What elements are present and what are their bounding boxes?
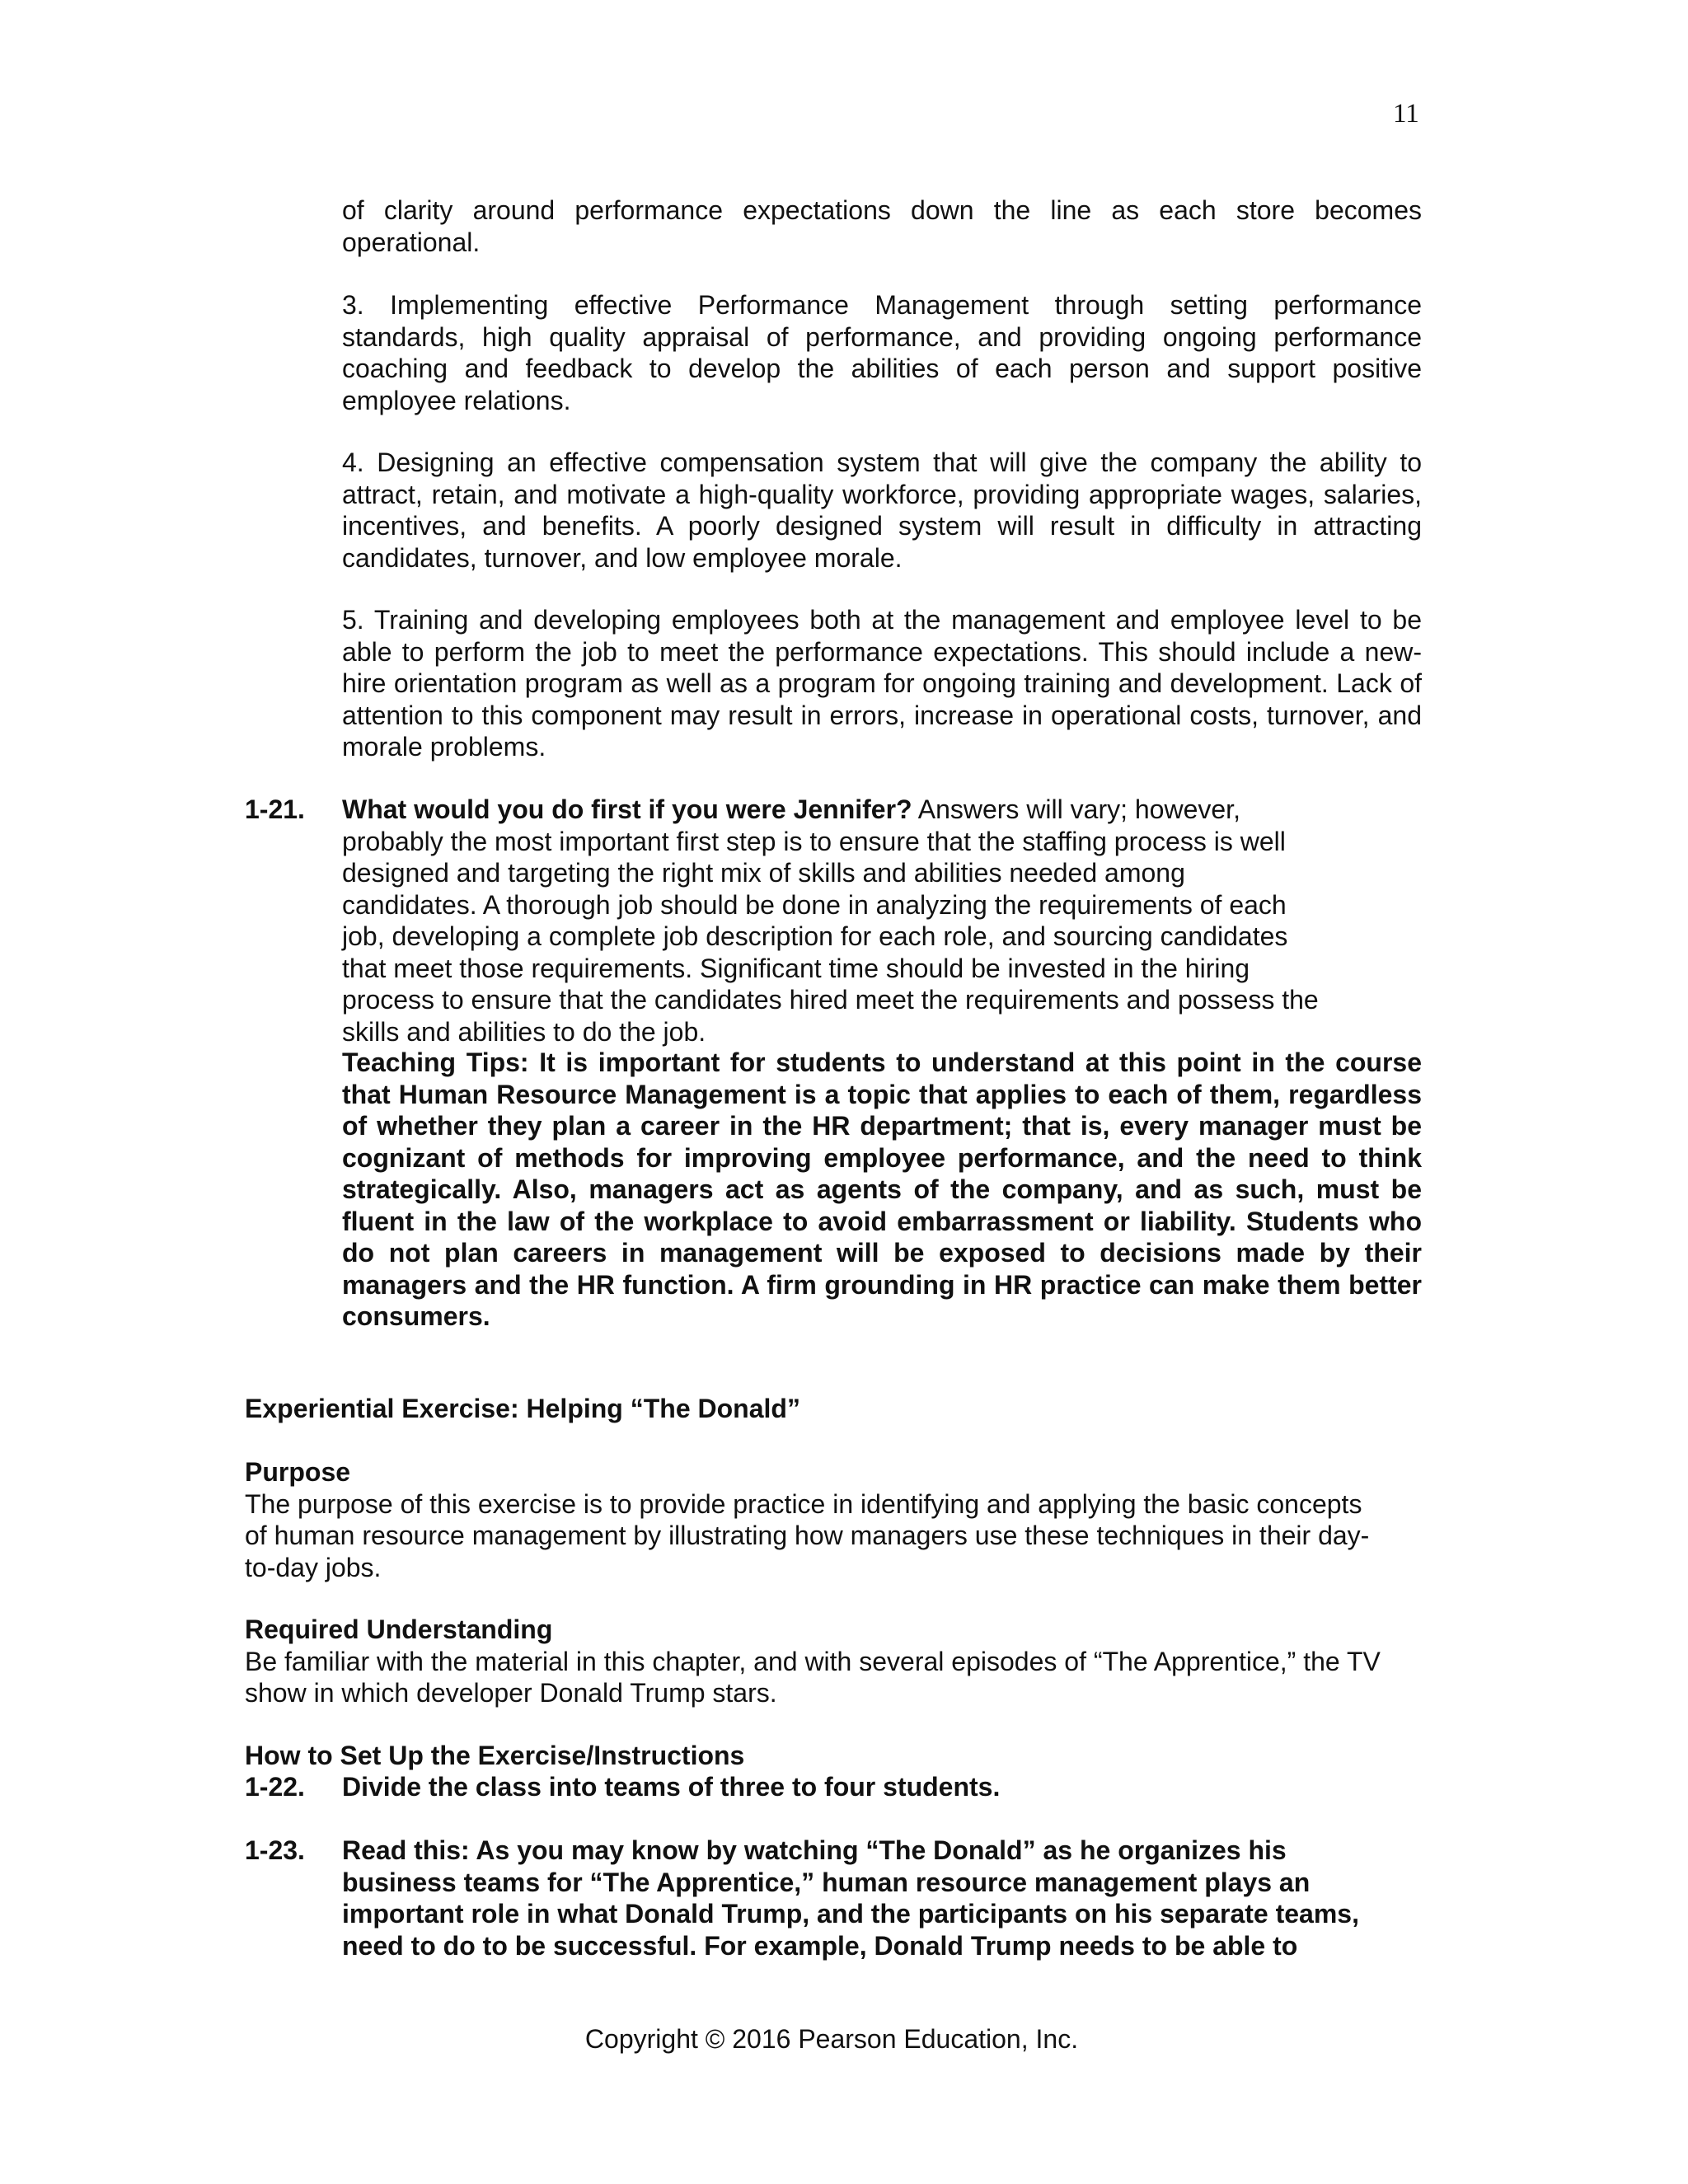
question-line-1: Read this: As you may know by watching “The Donald” as he organizes his bbox=[342, 1835, 1287, 1865]
item-5 bbox=[342, 604, 1422, 763]
purpose-section bbox=[245, 1456, 1422, 1583]
question-body bbox=[342, 794, 1319, 1047]
question-number: 1-21. bbox=[245, 794, 305, 824]
question-line-2: business teams for “The Apprentice,” human resource management plays an bbox=[342, 1867, 1311, 1897]
copyright-footer: Copyright © 2016 Pearson Education, Inc. bbox=[584, 2024, 1079, 2054]
question-body bbox=[342, 1835, 1422, 1961]
question-1-21 bbox=[245, 794, 1422, 1047]
exercise-title-block bbox=[245, 1393, 1422, 1425]
required-section bbox=[245, 1614, 1422, 1709]
paragraph-item-3: 3. Implementing effective Performance Management through setting performance standards, high quality appraisal of performance, and providing ongoing performance coaching and feedback to develop the abilities of each person and support positive employee relations. bbox=[342, 290, 1422, 415]
question-number: 1-23. bbox=[245, 1835, 305, 1865]
continued-paragraph bbox=[342, 194, 1422, 258]
required-heading: Required Understanding bbox=[245, 1615, 553, 1644]
question-line-4: need to do to be successful. For example, Donald Trump needs to be able to bbox=[342, 1930, 1298, 1961]
question-line-3: important role in what Donald Trump, and the participants on his separate teams, bbox=[342, 1899, 1359, 1929]
required-line-2: show in which developer Donald Trump stars. bbox=[245, 1678, 777, 1708]
question-text: Divide the class into teams of three to four students. bbox=[342, 1772, 1001, 1802]
question-number: 1-22. bbox=[245, 1772, 305, 1802]
question-text: What would you do first if you were Jennifer? bbox=[342, 794, 912, 824]
purpose-line-2: of human resource management by illustrating how managers use these techniques in their day- bbox=[245, 1521, 1370, 1550]
paragraph-item-4: 4. Designing an effective compensation system that will give the company the ability to attract, retain, and motivate a high-quality workforce, providing appropriate wages, salaries, incentives, and benefits. A poorly designed system will result in difficulty in attracting candidates, turnover, and low employee morale. bbox=[342, 448, 1422, 573]
exercise-title: Experiential Exercise: Helping “The Donald” bbox=[245, 1394, 800, 1423]
purpose-line-3: to-day jobs. bbox=[245, 1552, 382, 1582]
item-4 bbox=[342, 447, 1422, 574]
required-line-1: Be familiar with the material in this chapter, and with several episodes of “The Apprentice,” the TV bbox=[245, 1646, 1381, 1676]
teaching-tips bbox=[342, 1047, 1422, 1333]
teaching-tips-text: Teaching Tips: It is important for students to understand at this point in the course that Human Resource Management is a topic that applies to each of them, regardless of whether they plan a career in the HR department; that is, every manager must be cognizant of methods for improving employee performance, and the need to think strategically. Also, managers act as agents of the company, and as such, must be fluent in the law of the workplace to avoid embarrassment or liability. Students who do not plan careers in management will be exposed to decisions made by their managers and the HR function. A firm grounding in HR practice can make them better consumers. bbox=[342, 1047, 1422, 1331]
answer-text: Answers will vary; however, probably the most important first step is to ensure that the staffing process is well designed and targeting the right mix of skills and abilities needed among candidates. A thorough job should be done in analyzing the requirements of each job, developing a complete job description for each role, and sourcing candidates that meet those requirements. Significant time should be invested in the hiring process to ensure that the candidates hired meet the requirements and possess the skills and abilities to do the job. bbox=[342, 794, 1319, 1047]
paragraph-item-5: 5. Training and developing employees both at the management and employee level to be able to perform the job to meet the performance expectations. This should include a new-hire orientation program as well as a program for ongoing training and development. Lack of attention to this component may result in errors, increase in operational costs, turnover, and morale problems. bbox=[342, 605, 1422, 762]
question-1-22 bbox=[245, 1771, 1422, 1803]
item-3 bbox=[342, 289, 1422, 416]
question-1-23 bbox=[245, 1835, 1422, 1961]
page-number: 11 bbox=[1393, 99, 1419, 129]
setup-section bbox=[245, 1740, 1422, 1772]
purpose-line-1: The purpose of this exercise is to provide practice in identifying and applying the basic concepts bbox=[245, 1488, 1362, 1519]
setup-heading: How to Set Up the Exercise/Instructions bbox=[245, 1741, 745, 1770]
paragraph-continued: of clarity around performance expectations down the line as each store becomes operational. bbox=[342, 195, 1422, 257]
purpose-heading: Purpose bbox=[245, 1457, 351, 1487]
